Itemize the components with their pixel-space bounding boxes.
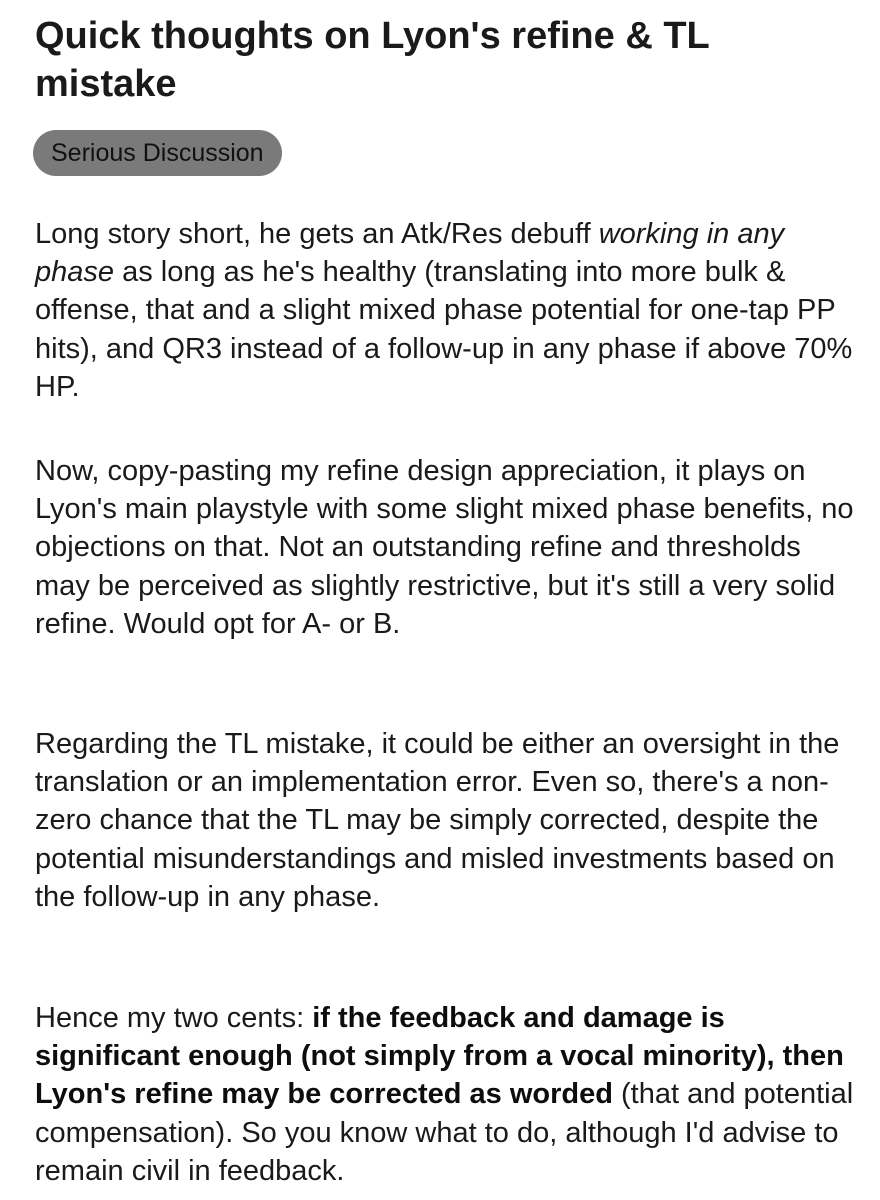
paragraph-4-text-a: Hence my two cents: xyxy=(35,1002,313,1034)
post-paragraph-1 xyxy=(35,215,855,406)
post-paragraph-4 xyxy=(35,999,855,1190)
flair-badge[interactable]: Serious Discussion xyxy=(33,130,282,176)
paragraph-1-text-c: as long as he's healthy (translating into more bulk & offense, that and a slight mixed phase potential for one-tap PP hits), and QR3 instead of a follow-up in any phase if above 70% HP. xyxy=(35,256,853,403)
post-title: Quick thoughts on Lyon's refine & TL mistake xyxy=(35,15,710,105)
paragraph-4-text-c: (that and potential compensation). So you know what to do, although I'd advise to remain civil in feedback. xyxy=(35,1078,854,1187)
paragraph-1-emphasis: working in any phase xyxy=(35,218,785,289)
paragraph-4-bold: if the feedback and damage is significant enough (not simply from a vocal minority), then Lyon's refine may be corrected as worded xyxy=(35,1002,844,1111)
post-paragraph-2: Now, copy-pasting my refine design appreciation, it plays on Lyon's main playstyle with some slight mixed phase benefits, no objections on that. Not an outstanding refine and thresholds may be perceived as slightly restrictive, but it's still a very solid refine. Would opt for A- or B. xyxy=(35,455,854,640)
paragraph-1-text-a: Long story short, he gets an Atk/Res debuff xyxy=(35,218,599,250)
post-paragraph-3: Regarding the TL mistake, it could be either an oversight in the translation or an implementation error. Even so, there's a non-zero chance that the TL may be simply corrected, despite the potential misunderstandings and misled investments based on the follow-up in any phase. xyxy=(35,728,840,913)
